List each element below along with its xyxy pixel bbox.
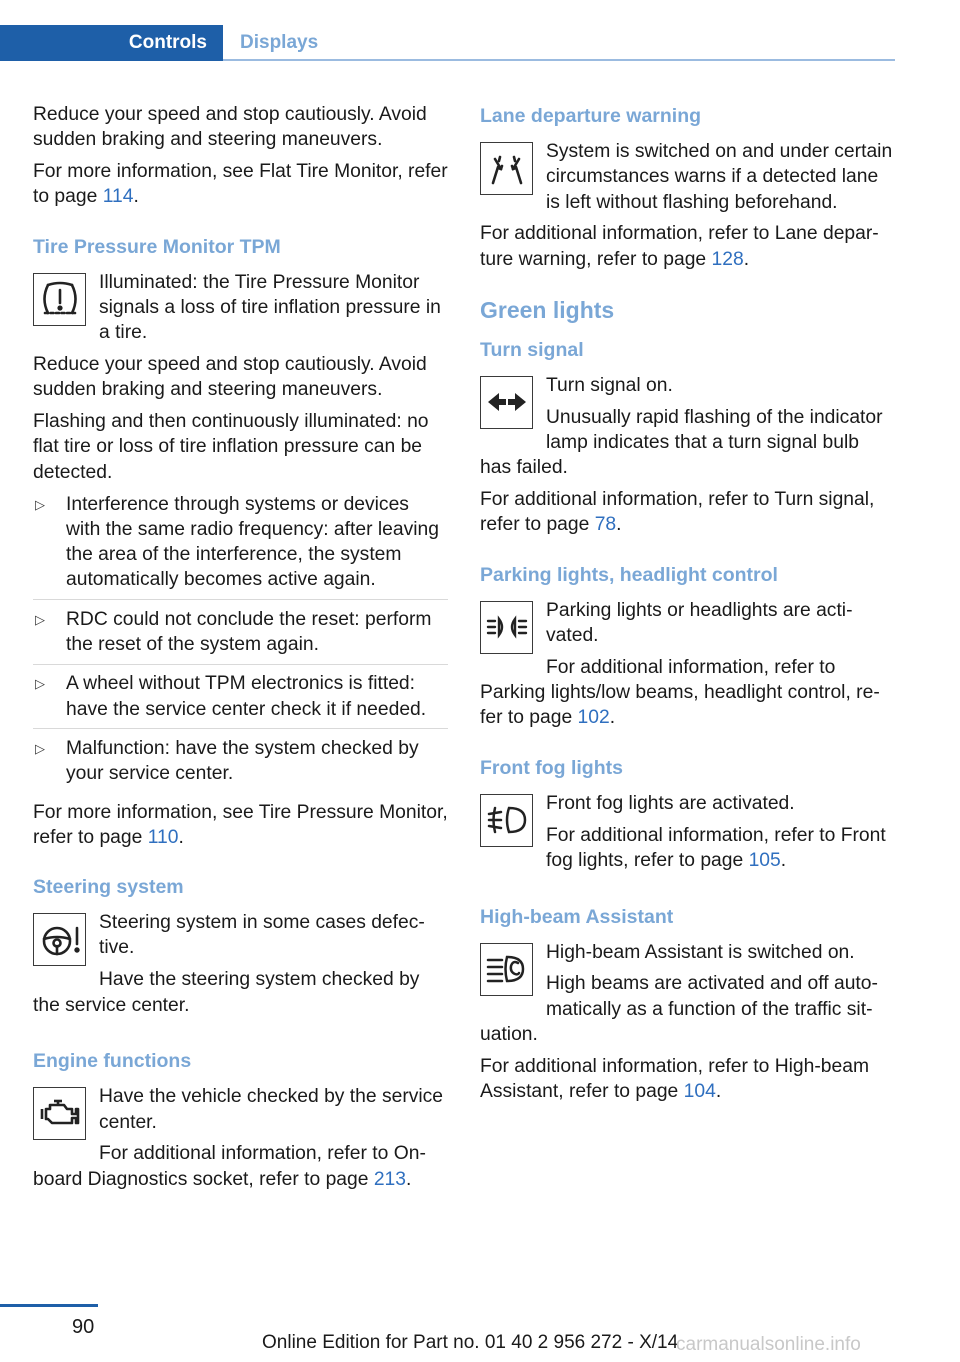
paragraph: Have the vehicle checked by the service center. xyxy=(99,1086,444,1133)
section-heading-high-beam: High-beam Assistant xyxy=(480,905,674,928)
section-heading-parking-lights: Parking lights, headlight control xyxy=(480,563,778,586)
triangle-bullet-icon: ▷ xyxy=(35,740,45,756)
list-item: ▷ A wheel without TPM electronics is fitted: have the service center check it if needed. xyxy=(33,671,448,729)
paragraph: For additional information, refer to Lane departure warning, refer to page 128. xyxy=(480,223,879,270)
paragraph: Illuminated: the Tire Pressure Monitor signals a loss of tire inflation pressure in a tire. xyxy=(99,271,441,344)
section-heading-engine: Engine functions xyxy=(33,1050,192,1073)
front-fog-lights-icon xyxy=(480,794,533,847)
tab-displays[interactable]: Displays xyxy=(240,32,319,53)
list-item: ▷ Interference through systems or devices with the same radio frequency: after leaving the area of the interference, the system automatically becomes active again. xyxy=(33,492,448,601)
page-link[interactable]: 78 xyxy=(594,514,617,536)
paragraph: High beams are activated and off automatically as a function of the traffic situation. xyxy=(480,973,878,1046)
tpm-bullet-list xyxy=(33,492,448,793)
section-heading-steering: Steering system xyxy=(33,876,184,899)
paragraph: Steering system in some cases defective. xyxy=(99,912,425,959)
page-number-rule xyxy=(0,1304,98,1307)
page-link[interactable]: 102 xyxy=(577,707,610,729)
paragraph: Unusually rapid flashing of the indicator lamp indicates that a turn signal bulb has failed. xyxy=(480,406,883,479)
section-heading-turn-signal: Turn signal xyxy=(480,338,584,361)
header-tabs xyxy=(0,25,895,61)
paragraph: High-beam Assistant is switched on. xyxy=(546,941,855,963)
section-heading-lane: Lane departure warning xyxy=(480,105,702,127)
paragraph: For additional information, refer to On-board Diagnostics socket, refer to page 213. xyxy=(33,1143,426,1190)
paragraph: For more information, see Tire Pressure Monitor, refer to page 110. xyxy=(33,801,448,848)
triangle-bullet-icon: ▷ xyxy=(35,611,45,627)
tire-pressure-warning-icon xyxy=(33,273,86,326)
right-column xyxy=(480,102,895,1111)
list-item: ▷ Malfunction: have the system checked by your service center. xyxy=(35,737,419,785)
page-link[interactable]: 110 xyxy=(147,826,179,848)
paragraph: System is switched on and under certain circumstances warns if a detected lane is left without flashing beforehand. xyxy=(546,141,893,213)
page-link[interactable]: 213 xyxy=(373,1168,406,1190)
watermark: carmanualsonline.info xyxy=(676,1334,861,1355)
section-heading-tpm: Tire Pressure Monitor TPM xyxy=(33,235,281,258)
edition-footer: Online Edition for Part no. 01 40 2 956 272 - X/14 xyxy=(262,1332,679,1353)
paragraph: Reduce your speed and stop cautiously. Avoid sudden braking and steering maneuvers. xyxy=(33,104,427,151)
triangle-bullet-icon: ▷ xyxy=(35,496,45,512)
tab-divider xyxy=(223,59,895,61)
engine-check-icon xyxy=(33,1087,86,1140)
paragraph: For additional information, refer to Parking lights/low beams, headlight control, refer to page 102. xyxy=(480,656,880,729)
page-link[interactable]: 104 xyxy=(683,1081,716,1103)
paragraph: Turn signal on. xyxy=(546,374,673,396)
paragraph: Flashing and then continuously illuminated: no flat tire or loss of tire inflation pressure can be detected. xyxy=(33,411,429,483)
page-link[interactable]: 114 xyxy=(102,186,134,208)
paragraph: Front fog lights are activated. xyxy=(546,792,795,814)
steering-wheel-warning-icon xyxy=(33,913,86,966)
high-beam-assistant-icon xyxy=(480,943,533,996)
triangle-bullet-icon: ▷ xyxy=(35,676,45,692)
paragraph: Parking lights or headlights are activated. xyxy=(546,599,853,647)
paragraph: For additional information, refer to High-beam Assistant, refer to page 104. xyxy=(480,1055,870,1103)
page-link[interactable]: 128 xyxy=(711,248,744,270)
turn-signal-arrows-icon xyxy=(480,376,533,429)
page-link[interactable]: 105 xyxy=(748,849,781,871)
lane-departure-icon xyxy=(480,142,533,195)
paragraph: Have the steering system checked by the service center. xyxy=(33,969,420,1016)
paragraph: Reduce your speed and stop cautiously. Avoid sudden braking and steering maneuvers. xyxy=(33,354,427,401)
paragraph: For additional information, refer to Front fog lights, refer to page 105. xyxy=(546,824,886,871)
tab-controls[interactable]: Controls xyxy=(0,25,223,61)
paragraph: For more information, see Flat Tire Monitor, refer to page 114. xyxy=(33,161,448,208)
page-number: 90 xyxy=(72,1316,95,1338)
left-column xyxy=(33,102,448,1199)
section-heading-green-lights: Green lights xyxy=(480,296,615,323)
parking-lights-icon xyxy=(480,601,533,654)
section-heading-front-fog: Front fog lights xyxy=(480,756,623,779)
list-item: ▷ RDC could not conclude the reset: perform the reset of the system again. xyxy=(33,607,448,665)
paragraph: For additional information, refer to Turn signal, refer to page 78. xyxy=(480,489,875,536)
